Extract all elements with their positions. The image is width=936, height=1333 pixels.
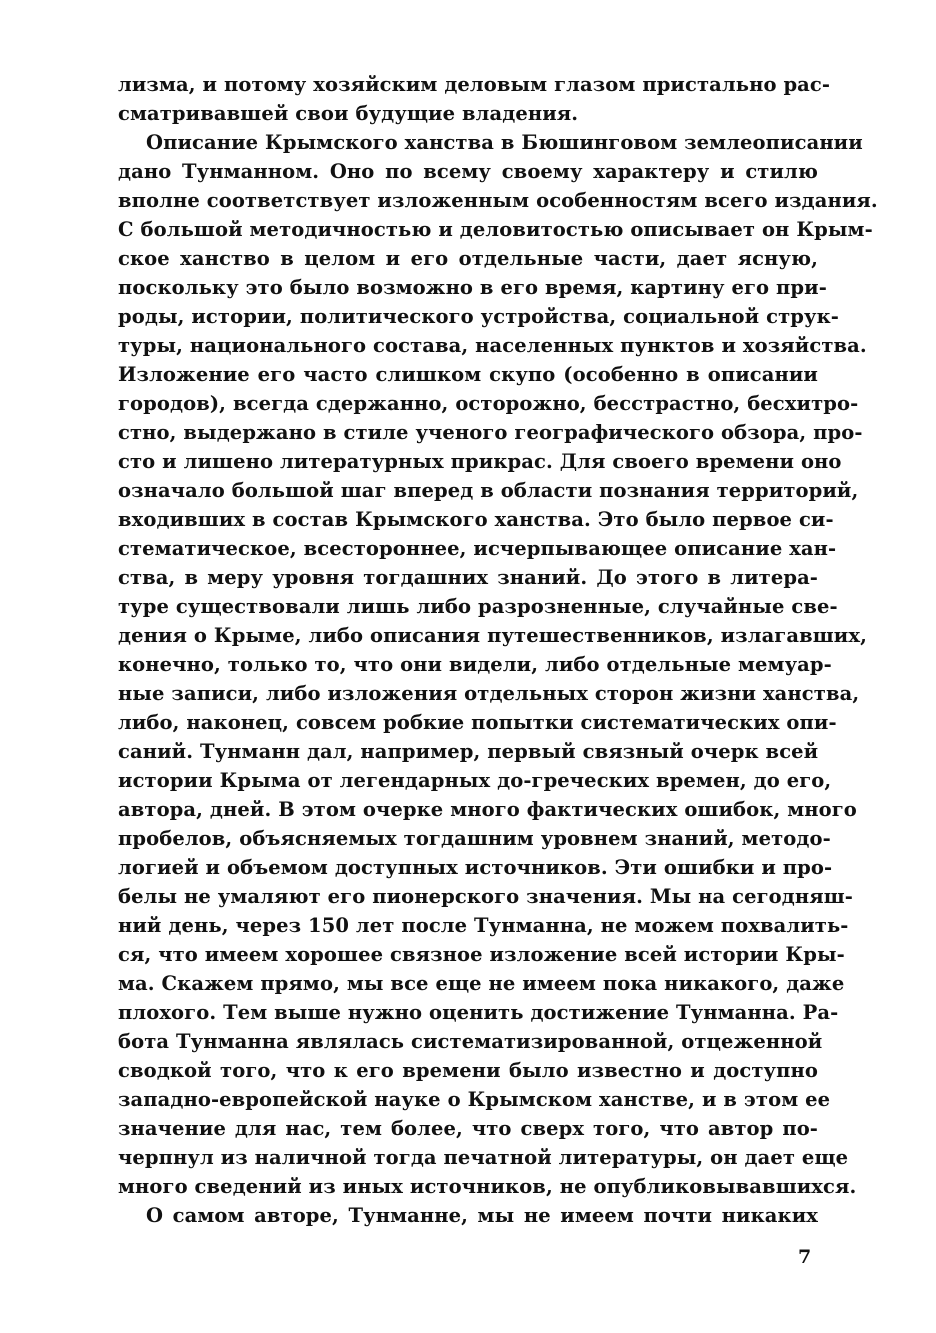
text-line: ское ханство в целом и его отдельные части, дает ясную, <box>118 247 818 270</box>
text-line: пробелов, объясняемых тогдашним уровнем знаний, методо- <box>118 827 831 850</box>
text-line: бота Тунманна являлась систематизированной, отцеженной <box>118 1030 823 1053</box>
text-line: конечно, только то, что они видели, либо отдельные мемуар- <box>118 653 832 676</box>
text-line: ма. Скажем прямо, мы все еще не имеем пока никакого, даже <box>118 972 845 995</box>
text-line: много сведений из иных источников, не опубликовывавшихся. <box>118 1175 857 1198</box>
text-line: дения о Крыме, либо описания путешественников, излагавших, <box>118 624 867 647</box>
text-line: Описание Крымского ханства в Бюшинговом землеописании <box>146 131 863 154</box>
text-line: Изложение его часто слишком скупо (особенно в описании <box>118 363 818 386</box>
text-line: лизма, и потому хозяйским деловым глазом пристально рас- <box>118 73 831 96</box>
text-line: плохого. Тем выше нужно оценить достижение Тунманна. Ра- <box>118 1001 839 1024</box>
text-line: ства, в меру уровня тогдашних знаний. До этого в литера- <box>118 566 818 589</box>
text-line: роды, истории, политического устройства, социальной струк- <box>118 305 839 328</box>
text-line: стно, выдержано в стиле ученого географического обзора, про- <box>118 421 863 444</box>
text-line: дано Тунманном. Оно по всему своему характеру и стилю <box>118 160 818 183</box>
text-line: сто и лишено литературных прикрас. Для своего времени оно <box>118 450 842 473</box>
body-text <box>118 70 878 1230</box>
text-line: означало большой шаг вперед в области познания территорий, <box>118 479 859 502</box>
text-line: либо, наконец, совсем робкие попытки систематических опи- <box>118 711 837 734</box>
text-line: значение для нас, тем более, что сверх того, что автор по- <box>118 1117 818 1140</box>
text-line: сматривавшей свои будущие владения. <box>118 102 579 125</box>
page-number: 7 <box>798 1246 812 1268</box>
text-line: западно-европейской науке о Крымском ханстве, и в этом ее <box>118 1088 831 1111</box>
text-line: туре существовали лишь либо разрозненные, случайные све- <box>118 595 838 618</box>
text-line: истории Крыма от легендарных до-греческих времен, до его, <box>118 769 832 792</box>
text-line: стематическое, всестороннее, исчерпывающее описание хан- <box>118 537 837 560</box>
text-line: вполне соответствует изложенным особенностям всего издания. <box>118 189 878 212</box>
text-line: входивших в состав Крымского ханства. Это было первое си- <box>118 508 834 531</box>
text-line: саний. Тунманн дал, например, первый связный очерк всей <box>118 740 819 763</box>
text-line: туры, национального состава, населенных пунктов и хозяйства. <box>118 334 867 357</box>
text-line: поскольку это было возможно в его время, картину его при- <box>118 276 827 299</box>
text-line: автора, дней. В этом очерке много фактических ошибок, много <box>118 798 857 821</box>
text-line: логией и объемом доступных источников. Эти ошибки и про- <box>118 856 833 879</box>
text-line: белы не умаляют его пионерского значения. Мы на сегодняш- <box>118 885 853 908</box>
text-line: ные записи, либо изложения отдельных сторон жизни ханства, <box>118 682 860 705</box>
text-line: сводкой того, что к его времени было известно и доступно <box>118 1059 818 1082</box>
text-line: ся, что имеем хорошее связное изложение всей истории Кры- <box>118 943 845 966</box>
text-line: ний день, через 150 лет после Тунманна, не можем похвалить- <box>118 914 849 937</box>
text-line: С большой методичностью и деловитостью описывает он Крым- <box>118 218 873 241</box>
text-line: городов), всегда сдержанно, осторожно, бесстрастно, бесхитро- <box>118 392 859 415</box>
text-line: О самом авторе, Тунманне, мы не имеем почти никаких <box>146 1204 818 1227</box>
text-line: черпнул из наличной тогда печатной литературы, он дает еще <box>118 1146 849 1169</box>
